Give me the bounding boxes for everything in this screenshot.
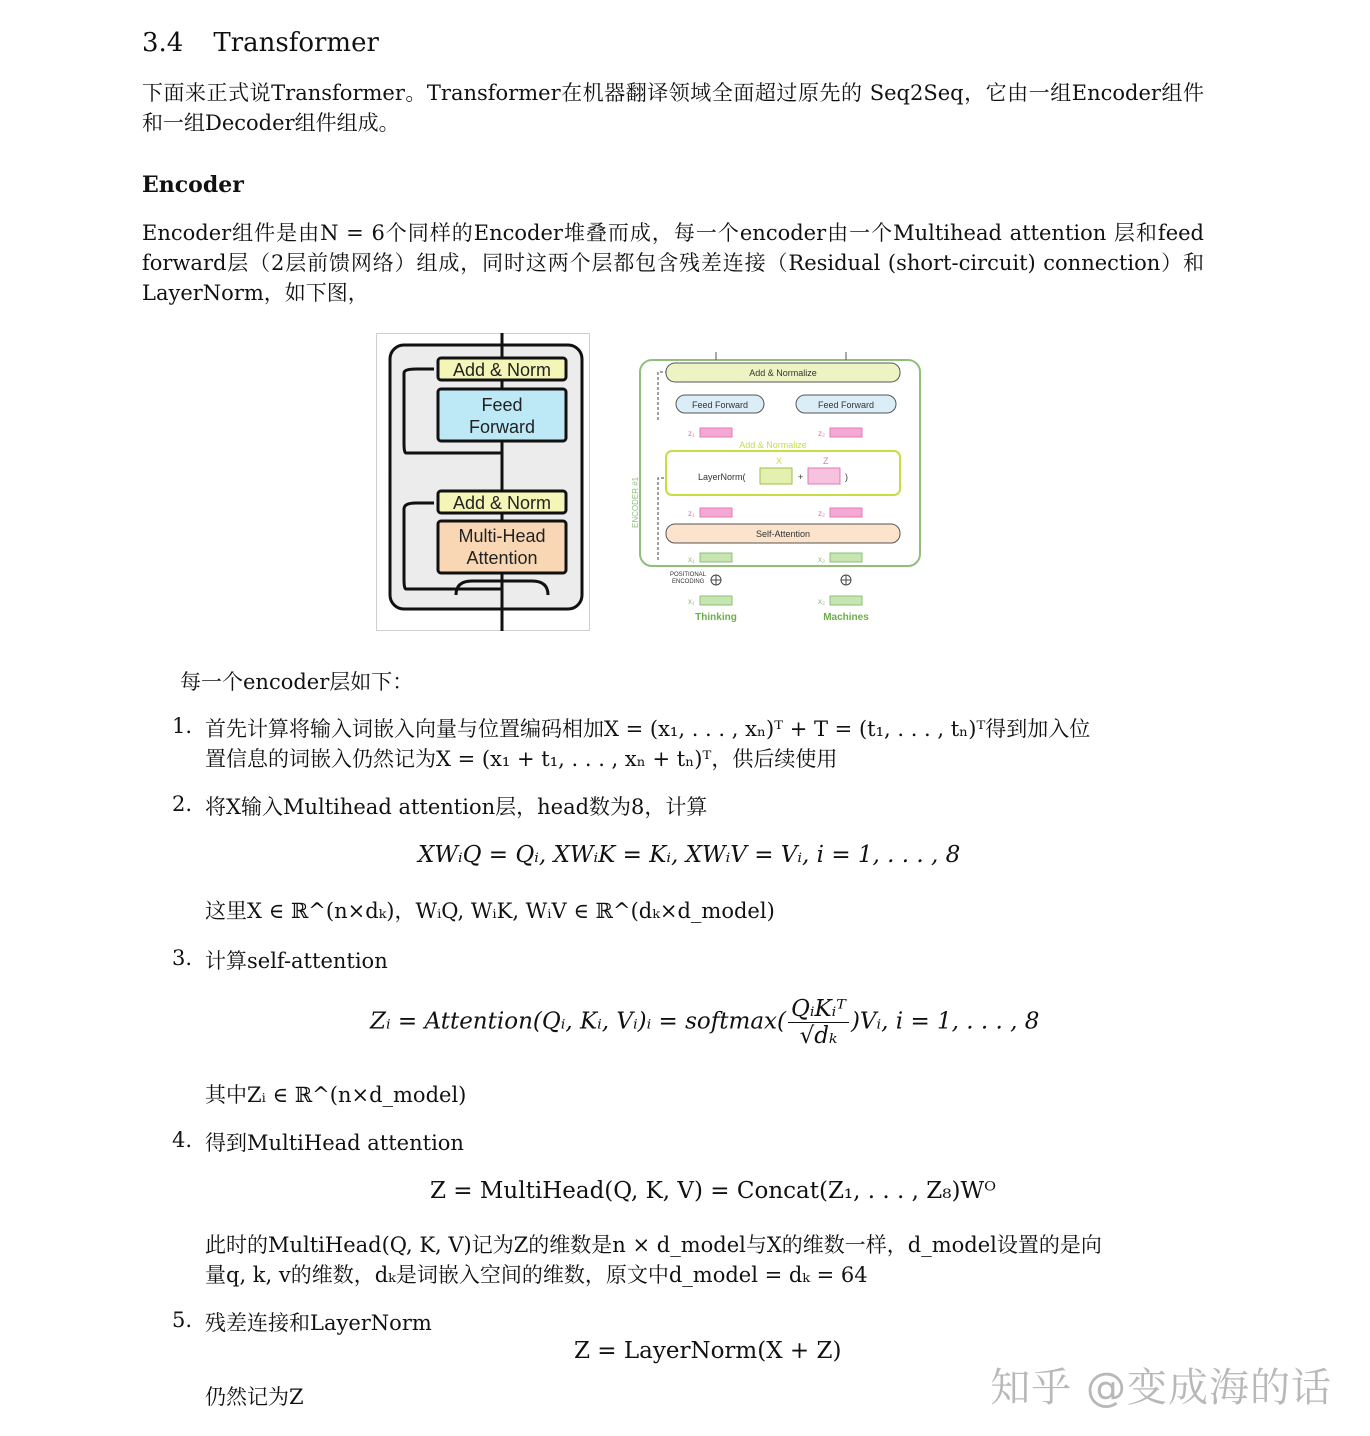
x2-top-label: x₂ bbox=[818, 555, 826, 564]
plus-label: + bbox=[798, 472, 804, 482]
step-3-line: 计算self-attention bbox=[205, 949, 388, 973]
step-4-number: 4. bbox=[172, 1128, 193, 1152]
step-3-eq-right: )Vᵢ, i = 1, . . . , 8 bbox=[850, 1008, 1040, 1035]
step-4-note-2: 量q, k, v的维数，dₖ是词嵌入空间的维数，原文中d_model = dₖ = 64 bbox=[205, 1263, 868, 1287]
add-norm-bottom-label: Add & Norm bbox=[452, 493, 552, 513]
step-1-line-1: 首先计算将输入词嵌入向量与位置编码相加X = (x₁, . . . , xₙ)ᵀ + T = (t₁, . . . , tₙ)ᵀ得到加入位 bbox=[205, 717, 1091, 741]
step-4-line: 得到MultiHead attention bbox=[205, 1131, 464, 1155]
z-matrix-label: Z bbox=[823, 456, 829, 466]
intro-paragraph: 下面来正式说Transformer。Transformer在机器翻译领域全面超过原先的 Seq2Seq，它由一组Encoder组件和一组Decoder组件组成。 bbox=[142, 81, 1204, 135]
feed-forward-a-label: Feed Forward bbox=[691, 400, 749, 410]
encoder-description: Encoder组件是由N = 6个同样的Encoder堆叠而成，每一个encoder由一个Multihead attention 层和feed forward层（2层前馈网络）组成，同时这两个层都包含残差连接（Residual (short-circuit) connection）和LayerNorm，如下图， bbox=[142, 221, 1204, 305]
step-5-note: 仍然记为Z bbox=[205, 1385, 304, 1409]
step-4-note-1: 此时的MultiHead(Q, K, V)记为Z的维数是n × d_model与X的维数一样，d_model设置的是向 bbox=[205, 1233, 1102, 1257]
section-title-text: Transformer bbox=[213, 28, 379, 58]
step-5-equation: Z = LayerNorm(X + Z) bbox=[574, 1338, 842, 1364]
x1-top-label: x₁ bbox=[688, 555, 695, 564]
layernorm-close-label: ) bbox=[845, 472, 848, 482]
watermark: 知乎 @变成海的话 bbox=[990, 1365, 1332, 1411]
z2-top-label: z₂ bbox=[818, 429, 826, 438]
encoder-detail-figure bbox=[618, 348, 926, 628]
mha-label-2: Attention bbox=[466, 548, 538, 568]
step-5-line: 残差连接和LayerNorm bbox=[205, 1311, 432, 1335]
word-thinking: Thinking bbox=[695, 612, 737, 623]
x2-bottom-label: x₂ bbox=[818, 597, 826, 606]
step-5-number: 5. bbox=[172, 1308, 193, 1332]
encoder-block-figure bbox=[376, 333, 590, 631]
add-norm-top-label: Add & Norm bbox=[452, 360, 552, 380]
step-3-fraction bbox=[788, 996, 849, 1049]
step-1-number: 1. bbox=[172, 714, 193, 738]
feed-forward-b-label: Feed Forward bbox=[817, 400, 875, 410]
z1-top-label: z₁ bbox=[688, 429, 695, 438]
feed-forward-label-2: Forward bbox=[468, 417, 536, 437]
step-1-line-2: 置信息的词嵌入仍然记为X = (x₁ + t₁, . . . , xₙ + tₙ)ᵀ，供后续使用 bbox=[205, 747, 838, 771]
step-2-equation: XWᵢQ = Qᵢ, XWᵢK = Kᵢ, XWᵢV = Vᵢ, i = 1, . . . , 8 bbox=[418, 842, 961, 868]
layernorm-label: LayerNorm( bbox=[698, 472, 746, 482]
step-3-number: 3. bbox=[172, 946, 193, 970]
feed-forward-label-1: Feed bbox=[481, 395, 523, 415]
section-title bbox=[142, 28, 379, 58]
encoding-label: ENCODING bbox=[672, 579, 705, 585]
add-normalize-top-label: Add & Normalize bbox=[749, 368, 817, 378]
encoder-1-label: ENCODER #1 bbox=[631, 476, 640, 528]
step-3-equation bbox=[370, 996, 1039, 1049]
step-2-number: 2. bbox=[172, 792, 193, 816]
step-3-note: 其中Zᵢ ∈ ℝ^(n×d_model) bbox=[205, 1083, 467, 1107]
step-3-eq-numerator: QᵢKᵢᵀ bbox=[788, 996, 849, 1023]
z2-mid-label: z₂ bbox=[818, 509, 826, 518]
word-machines: Machines bbox=[823, 612, 869, 623]
self-attention-label: Self-Attention bbox=[755, 529, 811, 539]
step-2-note: 这里X ∈ ℝ^(n×dₖ)，WᵢQ, WᵢK, WᵢV ∈ ℝ^(dₖ×d_model) bbox=[205, 899, 775, 923]
mha-label-1: Multi-Head bbox=[458, 526, 546, 546]
x1-bottom-label: x₁ bbox=[688, 597, 695, 606]
step-2-line: 将X输入Multihead attention层，head数为8，计算 bbox=[205, 795, 708, 819]
section-number: 3.4 bbox=[142, 28, 184, 58]
step-3-eq-denominator: √dₖ bbox=[799, 1023, 838, 1049]
layer-intro: 每一个encoder层如下： bbox=[180, 670, 414, 694]
z1-mid-label: z₁ bbox=[688, 509, 695, 518]
step-4-equation: Z = MultiHead(Q, K, V) = Concat(Z₁, . . . , Z₈)Wᴼ bbox=[430, 1178, 996, 1204]
positional-label: POSITIONAL bbox=[670, 572, 707, 578]
add-normalize-mid-label: Add & Normalize bbox=[739, 440, 807, 450]
encoder-heading: Encoder bbox=[142, 172, 244, 198]
x-matrix-label: X bbox=[776, 456, 783, 466]
step-3-eq-left: Zᵢ = Attention(Qᵢ, Kᵢ, Vᵢ)ᵢ = softmax( bbox=[370, 1008, 786, 1035]
